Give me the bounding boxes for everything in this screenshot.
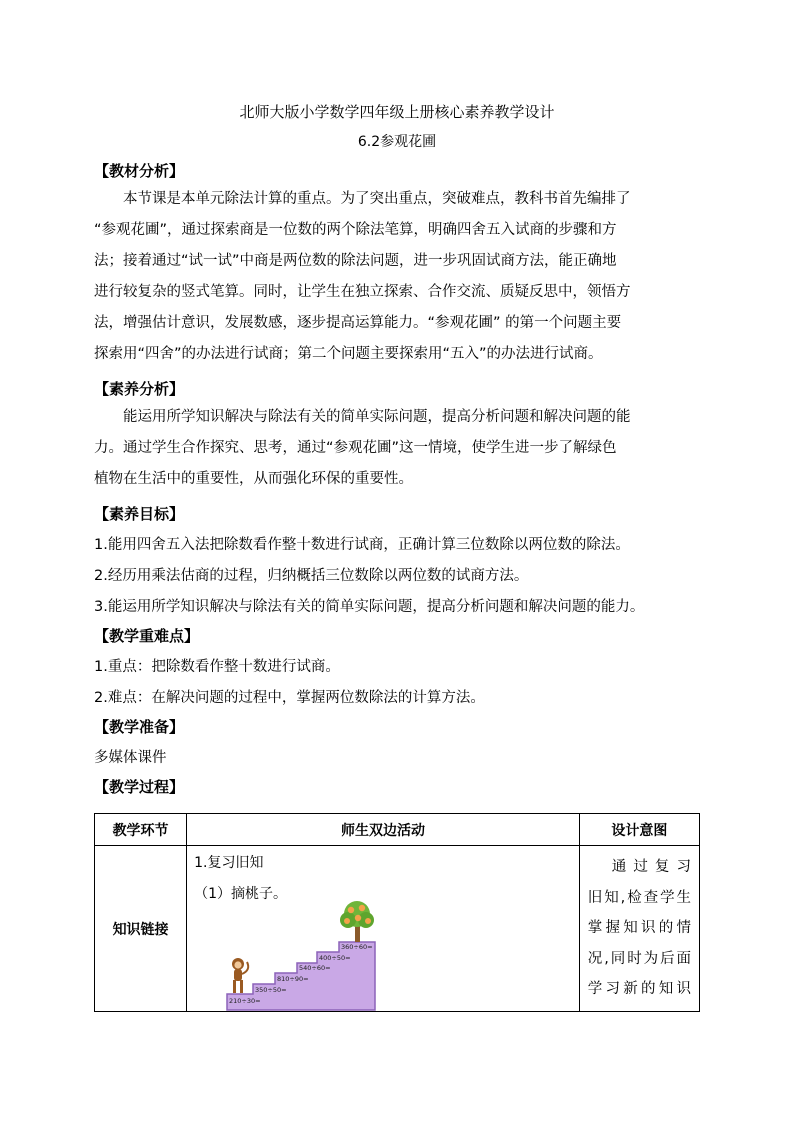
table-row bbox=[95, 846, 700, 1012]
key-point-item: 1.重点：把除数看作整十数进行试商。 bbox=[94, 659, 340, 675]
intent-cell bbox=[579, 846, 699, 1012]
literacy-analysis-text bbox=[94, 402, 700, 495]
text-line: 法，增强估计意识，发展数感，逐步提高运算能力。“参观花圃” 的第一个问题主要 bbox=[94, 315, 622, 331]
text-line: 探索用“四舍”的办法进行试商；第二个问题主要探索用“五入”的办法进行试商。 bbox=[94, 346, 603, 362]
intent-line: 学习新的知识 bbox=[587, 981, 691, 997]
step-label: 350÷50= bbox=[255, 986, 287, 994]
peach-stairs-illustration bbox=[225, 900, 385, 1012]
text-line: 进行较复杂的竖式笔算。同时，让学生在独立探索、合作交流、质疑反思中，领悟方 bbox=[94, 284, 631, 300]
literacy-analysis-heading: 【素养分析】 bbox=[94, 380, 185, 398]
teaching-prep-heading: 【教学准备】 bbox=[94, 718, 185, 736]
goal-item: 3.能运用所学知识解决与除法有关的简单实际问题，提高分析问题和解决问题的能力。 bbox=[94, 599, 645, 615]
text-line: 本节课是本单元除法计算的重点。为了突出重点，突破难点，教科书首先编排了 bbox=[123, 191, 631, 207]
column-header-activity: 师生双边活动 bbox=[187, 814, 580, 846]
monkey-icon bbox=[232, 958, 248, 993]
text-line: 植物在生活中的重要性，从而强化环保的重要性。 bbox=[94, 471, 413, 487]
teaching-process-heading: 【教学过程】 bbox=[94, 778, 185, 796]
text-line: “参观花圃”，通过探索商是一位数的两个除法笔算，明确四舍五入试商的步骤和方 bbox=[94, 222, 617, 238]
material-analysis-heading: 【教材分析】 bbox=[94, 162, 185, 180]
activity-cell bbox=[187, 846, 580, 1012]
step-label: 360÷60= bbox=[341, 943, 373, 951]
intent-line: 掌握知识的情 bbox=[587, 920, 691, 936]
activity-line: 1.复习旧知 bbox=[194, 855, 264, 871]
peach-tree-icon bbox=[340, 901, 374, 942]
stage-cell: 知识链接 bbox=[95, 846, 187, 1012]
material-analysis-text bbox=[94, 184, 700, 370]
document-title: 北师大版小学数学四年级上册核心素养教学设计 bbox=[239, 103, 555, 121]
key-point-item: 2.难点：在解决问题的过程中，掌握两位数除法的计算方法。 bbox=[94, 690, 485, 706]
text-line: 法；接着通过“试一试”中商是两位数的除法问题，进一步巩固试商方法，能正确地 bbox=[94, 253, 617, 269]
step-label: 810÷90= bbox=[277, 975, 309, 983]
step-label: 210÷30= bbox=[229, 997, 261, 1005]
activity-line: （1）摘桃子。 bbox=[194, 886, 288, 902]
intent-line: 旧知,检查学生 bbox=[587, 889, 691, 906]
intent-line: 通过复习 bbox=[611, 859, 691, 875]
goal-item: 2.经历用乘法估商的过程，归纳概括三位数除以两位数的试商方法。 bbox=[94, 568, 529, 584]
step-label: 540÷60= bbox=[299, 964, 331, 972]
column-header-stage: 教学环节 bbox=[95, 814, 187, 846]
text-line: 力。通过学生合作探究、思考，通过“参观花圃”这一情境，使学生进一步了解绿色 bbox=[94, 440, 617, 456]
step-label: 400÷50= bbox=[319, 954, 351, 962]
teaching-prep-text: 多媒体课件 bbox=[94, 750, 167, 766]
literacy-goals-heading: 【素养目标】 bbox=[94, 505, 185, 523]
column-header-intent: 设计意图 bbox=[579, 814, 699, 846]
text-line: 能运用所学知识解决与除法有关的简单实际问题，提高分析问题和解决问题的能 bbox=[123, 409, 631, 425]
lesson-subtitle: 6.2参观花圃 bbox=[357, 134, 437, 150]
key-points-heading: 【教学重难点】 bbox=[94, 627, 200, 645]
table-header-row bbox=[95, 814, 700, 846]
document-body bbox=[94, 98, 700, 797]
teaching-process-table bbox=[94, 813, 700, 1012]
intent-line: 况,同时为后面 bbox=[587, 950, 691, 967]
goal-item: 1.能用四舍五入法把除数看作整十数进行试商，正确计算三位数除以两位数的除法。 bbox=[94, 537, 630, 553]
